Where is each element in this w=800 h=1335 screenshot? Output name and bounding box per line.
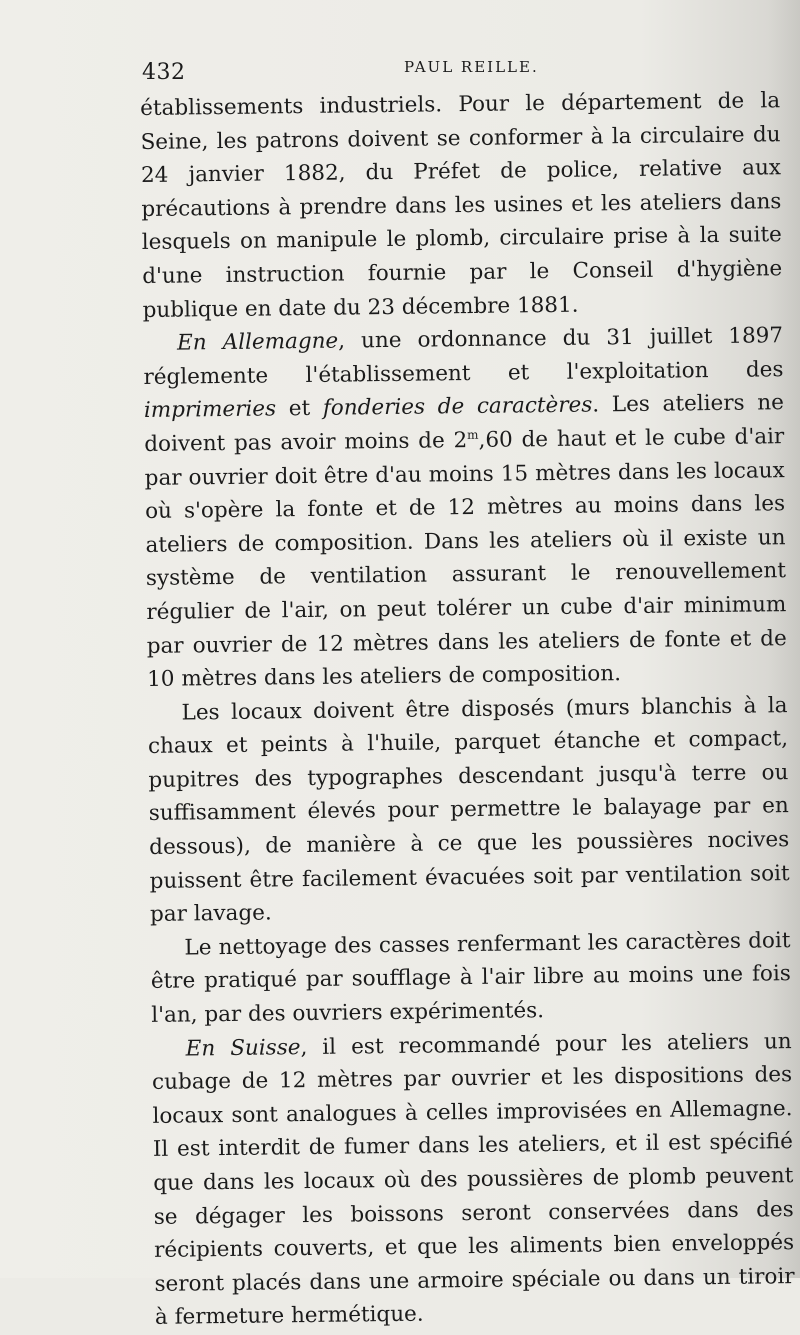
country-suisse: En Suisse: [185, 1034, 301, 1062]
allemagne-text-1: , une ordonnance du 31 juillet 1897 réglemente l'établissement et l'exploitation des: [143, 323, 784, 390]
running-head: PAUL REILLE.: [404, 58, 539, 76]
paragraph-suisse-text: , il est recommandé pour les ateliers un cubage de 12 mètres par ouvrier et les dispositions des locaux sont analogues à celles improvisées en Allemagne. Il est interdit de fumer dans les ateliers, et il est spécifié que dans les locaux où des poussières de plomb peuvent se dégager les boissons seront conservées dans des récipients couverts, et que les aliments bien enveloppés seront placés dans une armoire spéciale ou dans un tiroir à fermeture hermétique.: [151, 1028, 795, 1331]
paragraph-nettoyage: [150, 924, 791, 1033]
emphasis-fonderies: fonderies de caractères: [322, 392, 593, 422]
emphasis-imprimeries: imprimeries: [143, 396, 277, 424]
body-text: [140, 84, 795, 1335]
paragraph-seine: [140, 84, 783, 327]
paragraph-locaux: [147, 689, 790, 932]
allemagne-text-2: et: [275, 396, 324, 422]
paragraph-allemagne: [143, 319, 787, 696]
unit-superscript: m: [467, 427, 479, 442]
page-number: 432: [142, 60, 186, 85]
allemagne-text-3: . Les ateliers ne doivent pas avoir moins de 2: [144, 390, 785, 457]
paragraph-locaux-text: Les locaux doivent être disposés (murs blanchis à la chaux et peints à l'huile, parquet étanche et compact, pupitres des typographes descendant jusqu'à terre ou suffisamment élevés pour permettre le balayage par en dessous), de manière à ce que les poussières nocives puissent être facilement évacuées soit par ventilation soit par lavage.: [147, 692, 790, 928]
paragraph-nettoyage-text: Le nettoyage des casses renfermant les caractères doit être pratiqué par soufflage à l'air libre au moins une fois l'an, par des ouvriers expérimentés.: [150, 927, 791, 1028]
allemagne-text-4: ,60 de haut et le cube d'air par ouvrier doit être d'au moins 15 mètres dans les locaux où s'opère la fonte et de 12 mètres au moins dans les ateliers de composition. Dans les ateliers où il existe un système de ventilation assurant le renouvellement régulier de l'air, on peut tolérer un cube d'air minimum par ouvrier de 12 mètres dans les ateliers de fonte et de 10 mètres dans les ateliers de composition.: [144, 424, 787, 693]
country-allemagne: En Allemagne: [176, 328, 339, 356]
paragraph-seine-text: établissements industriels. Pour le département de la Seine, les patrons doivent se conformer à la circulaire du 24 janvier 1882, du Préfet de police, relative aux précautions à prendre dans les usines et les ateliers dans lesquels on manipule le plomb, circulaire prise à la suite d'une instruction fournie par le Conseil d'hygiène publique en date du 23 décembre 1881.: [140, 88, 783, 323]
paragraph-suisse: [151, 1025, 795, 1335]
